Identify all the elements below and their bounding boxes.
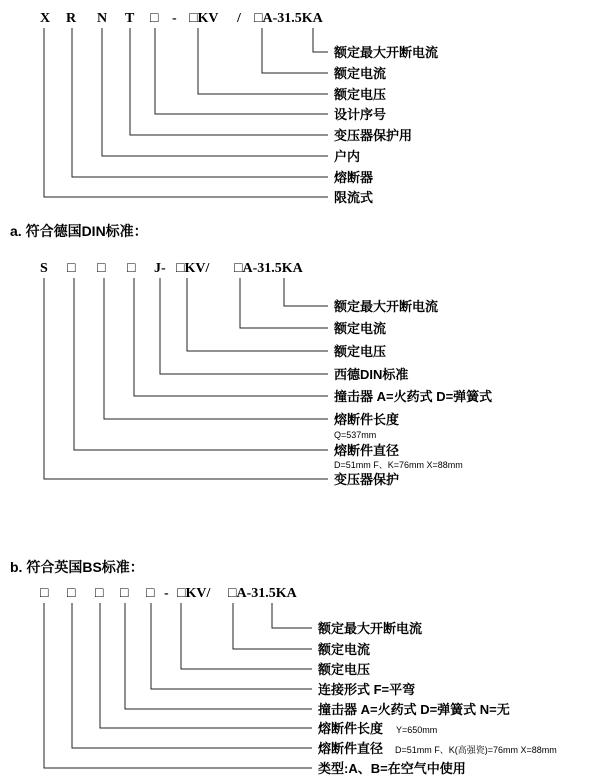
label-fuse-length: 熔断件长度 — [334, 412, 400, 427]
code-token-box-3: □ — [95, 586, 104, 601]
label-design-number: 设计序号 — [334, 107, 387, 122]
code-token-kv: □KV/ — [176, 261, 210, 276]
leader-lines-b — [44, 603, 312, 768]
sub-fuse-length: Q=537mm — [334, 430, 377, 440]
code-token-ka: □A-31.5KA — [234, 261, 303, 276]
diagram-bs — [10, 559, 557, 776]
label-rated-voltage: 额定电压 — [318, 662, 371, 677]
code-token-box-1: □ — [67, 261, 76, 276]
code-token-slash: / — [237, 11, 241, 26]
diagram-xrnt — [40, 11, 438, 205]
label-striker: 撞击器 A=火药式 D=弹簧式 — [334, 389, 493, 404]
sub-fuse-diameter: D=51mm F、K(高强瓷)=76mm X=88mm — [395, 745, 557, 755]
sub-fuse-diameter: D=51mm F、K=76mm X=88mm — [334, 460, 463, 470]
code-token-j: J- — [154, 261, 166, 276]
code-token-kv: □KV — [189, 11, 219, 26]
code-token-t: T — [125, 11, 135, 26]
code-token-x: X — [40, 11, 51, 26]
label-transformer-protection: 变压器保护用 — [334, 128, 413, 143]
label-max-breaking-current: 额定最大开断电流 — [318, 621, 423, 636]
section-a-heading: a. 符合德国DIN标准： — [10, 223, 148, 239]
label-max-breaking-current: 额定最大开断电流 — [334, 299, 439, 314]
label-indoor: 户内 — [334, 149, 361, 164]
code-token-box-2: □ — [97, 261, 106, 276]
code-token-box-1: □ — [40, 586, 49, 601]
code-token-dash: - — [172, 11, 177, 26]
label-connection-type: 连接形式 F=平弯 — [318, 682, 416, 697]
leader-lines-1 — [44, 28, 328, 197]
label-din-standard: 西德DIN标准 — [334, 367, 409, 382]
label-current-limiting: 限流式 — [334, 190, 374, 205]
label-rated-current: 额定电流 — [318, 642, 371, 657]
label-transformer-protection: 变压器保护 — [334, 472, 400, 487]
label-rated-voltage: 额定电压 — [334, 87, 387, 102]
code-token-ka: □A-31.5KA — [228, 586, 297, 601]
label-rated-current: 额定电流 — [334, 321, 387, 336]
code-token-kv: □KV/ — [177, 586, 211, 601]
code-token-r: R — [66, 11, 77, 26]
code-token-n: N — [97, 11, 108, 26]
section-b-heading: b. 符合英国BS标准： — [10, 559, 144, 575]
label-rated-voltage: 额定电压 — [334, 344, 387, 359]
sub-fuse-length: Y=650mm — [396, 725, 438, 735]
label-type: 类型:A、B=在空气中使用 — [318, 761, 466, 776]
code-token-box-2: □ — [67, 586, 76, 601]
code-token-box-3: □ — [127, 261, 136, 276]
code-token-dash: - — [164, 586, 169, 601]
leader-lines-a — [44, 278, 328, 479]
label-rated-current: 额定电流 — [334, 66, 387, 81]
label-striker: 撞击器 A=火药式 D=弹簧式 N=无 — [318, 702, 510, 717]
label-fuse-diameter: 熔断件直径 — [334, 443, 400, 458]
label-fuse: 熔断器 — [334, 170, 374, 185]
code-token-ka: □A-31.5KA — [254, 11, 323, 26]
code-token-s: S — [40, 261, 48, 276]
code-token-box-4: □ — [120, 586, 129, 601]
diagram-din — [10, 223, 492, 487]
code-token-box-5: □ — [146, 586, 155, 601]
label-fuse-length: 熔断件长度 — [318, 721, 384, 736]
label-fuse-diameter: 熔断件直径 — [318, 741, 384, 756]
code-token-design-box: □ — [150, 11, 159, 26]
label-max-breaking-current: 额定最大开断电流 — [334, 45, 439, 60]
